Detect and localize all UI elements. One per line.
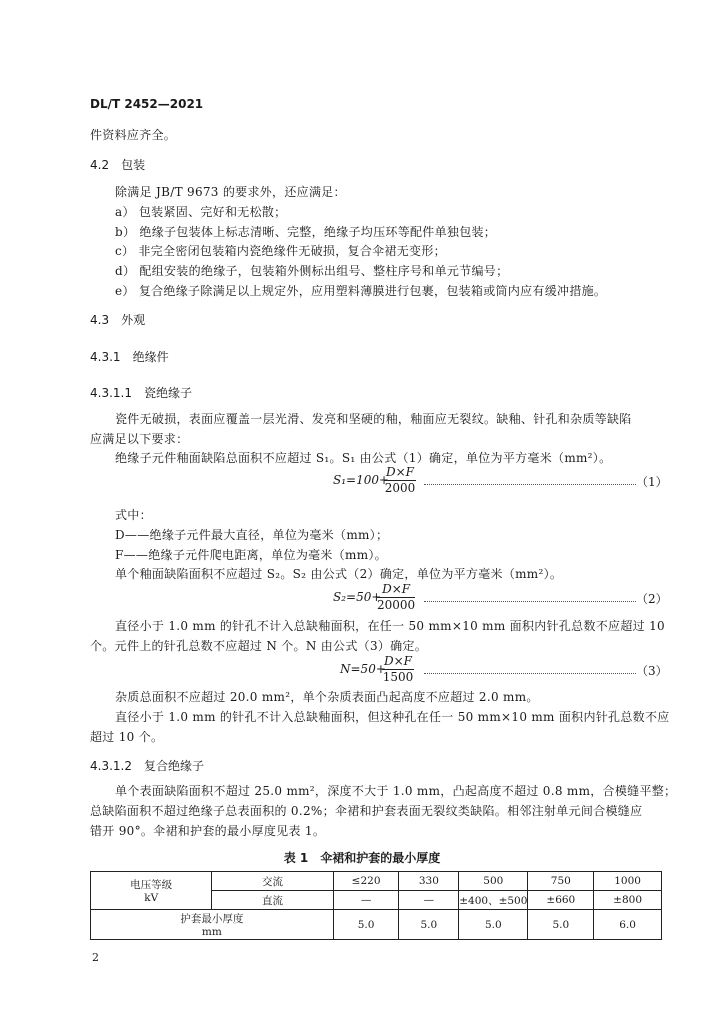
table-cell: 5.0 (399, 910, 459, 940)
table-title: 表 1 伞裙和护套的最小厚度 (283, 851, 441, 865)
ac-label-cell: 交流 (212, 872, 333, 891)
fraction-denominator: 20000 (377, 598, 416, 612)
page-number: 2 (92, 951, 99, 964)
dot-leader (424, 601, 636, 602)
thickness-table (90, 871, 662, 940)
list-item: a） 包装紧固、完好和无松散； (115, 205, 287, 219)
section-title: 包装 (121, 158, 146, 172)
paragraph-line: 瓷件无破损，表面应覆盖一层光滑、发亮和坚硬的釉，釉面应无裂纹。缺釉、针孔和杂质等缺陷 (115, 412, 632, 426)
paragraph-line: 单个表面缺陷面积不超过 25.0 mm²，深度不大于 1.0 mm，凸起高度不超过 0.8 mm，合模缝平整； (115, 784, 677, 798)
equation-3-lhs: N=50+ (340, 662, 386, 676)
list-item: d） 配组安装的绝缘子，包装箱外侧标出组号、整柱序号和单元节编号； (115, 264, 509, 278)
where-label: 式中： (115, 508, 152, 522)
fraction-numerator: D×F (382, 582, 411, 596)
fraction-numerator: D×F (384, 654, 413, 668)
section-number: 4.3.1.2 (90, 759, 132, 773)
section-4-2-intro: 除满足 JB/T 9673 的要求外，还应满足： (115, 185, 346, 199)
thickness-unit: mm (201, 926, 222, 938)
fraction-numerator: D×F (386, 465, 415, 479)
definition-d: D——绝缘子元件最大直径，单位为毫米（mm）； (115, 528, 389, 542)
list-item: e） 复合绝缘子除满足以上规定外，应用塑料薄膜进行包裹，包装箱或筒内应有缓冲措施。 (115, 284, 607, 298)
equation-1-number: （1） (636, 475, 668, 489)
thickness-label: 护套最小厚度 (180, 913, 244, 925)
table-row (91, 910, 662, 940)
voltage-header-cell (91, 872, 212, 910)
paragraph-line: 直径小于 1.0 mm 的针孔不计入总缺釉面积，在任一 50 mm×10 mm 面积内针孔总数不应超过 10 (115, 619, 665, 633)
paragraph-line: 个。元件上的针孔总数不应超过 N 个。N 由公式（3）确定。 (90, 639, 428, 653)
table-cell: ≤220 (333, 872, 399, 891)
table-cell: 750 (528, 872, 594, 891)
equation-3-number: （3） (636, 664, 668, 678)
paragraph-line: 应满足以下要求： (90, 432, 189, 446)
equation-2-lhs: S₂=50+ (333, 590, 382, 604)
list-item: c） 非完全密闭包装箱内瓷绝缘件无破损，复合伞裙无变形； (115, 244, 446, 258)
paragraph-line: 直径小于 1.0 mm 的针孔不计入总缺釉面积，但这种孔在任一 50 mm×10 mm 面积内针孔总数不应 (115, 710, 670, 724)
paragraph-line: 总缺陷面积不超过绝缘子总表面积的 0.2%；伞裙和护套表面无裂纹类缺陷。相邻注射单元间合模缝应 (90, 804, 643, 818)
section-title: 绝缘件 (132, 350, 169, 364)
dot-leader (424, 484, 636, 485)
table-cell: 5.0 (528, 910, 594, 940)
paragraph-line: 绝缘子元件釉面缺陷总面积不应超过 S₁。S₁ 由公式（1）确定，单位为平方毫米（mm²）。 (115, 451, 612, 465)
section-title: 瓷绝缘子 (144, 386, 193, 400)
table-cell: ±660 (528, 891, 594, 910)
fraction-denominator: 1500 (382, 670, 414, 684)
section-number: 4.3 (90, 313, 110, 327)
voltage-unit: kV (144, 892, 159, 904)
section-number: 4.2 (90, 158, 110, 172)
table-cell: ±400、±500 (459, 891, 528, 910)
section-4-3-heading (90, 311, 145, 328)
table-cell: ±800 (594, 891, 662, 910)
table-cell: 330 (399, 872, 459, 891)
section-4-3-1-1-heading (90, 384, 192, 401)
equation-3-fraction (382, 654, 414, 685)
paragraph-continuation: 件资料应齐全。 (90, 128, 177, 142)
table-row (91, 872, 662, 891)
equation-1-fraction (384, 465, 416, 496)
definition-f: F——绝缘子元件爬电距离，单位为毫米（mm）。 (115, 548, 387, 562)
section-number: 4.3.1 (90, 350, 121, 364)
section-4-2-heading (90, 156, 145, 173)
dot-leader (424, 673, 636, 674)
paragraph-line: 超过 10 个。 (90, 730, 164, 744)
section-4-3-1-2-heading (90, 757, 204, 774)
section-4-3-1-heading (90, 348, 169, 365)
paragraph-line: 单个釉面缺陷面积不应超过 S₂。S₂ 由公式（2）确定，单位为平方毫米（mm²）。 (115, 567, 563, 581)
standard-code: DL/T 2452—2021 (90, 97, 204, 111)
paragraph-line: 错开 90°。伞裙和护套的最小厚度见表 1。 (90, 824, 326, 838)
equation-2-number: （2） (636, 592, 668, 606)
table-cell: 5.0 (333, 910, 399, 940)
section-title: 外观 (121, 313, 146, 327)
list-item: b） 绝缘子包装体上标志清晰、完整，绝缘子均压环等配件单独包装； (115, 225, 497, 239)
equation-1-lhs: S₁=100+ (333, 473, 390, 487)
voltage-label: 电压等级 (130, 879, 173, 891)
fraction-denominator: 2000 (384, 481, 416, 495)
dc-label-cell: 直流 (212, 891, 333, 910)
section-number: 4.3.1.1 (90, 386, 132, 400)
equation-2-fraction (377, 582, 415, 613)
table-cell: 1000 (594, 872, 662, 891)
table-cell: — (399, 891, 459, 910)
table-cell: — (333, 891, 399, 910)
table-cell: 500 (459, 872, 528, 891)
paragraph-line: 杂质总面积不应超过 20.0 mm²，单个杂质表面凸起高度不应超过 2.0 mm。 (115, 690, 539, 704)
table-cell: 6.0 (594, 910, 662, 940)
thickness-header-cell (91, 910, 334, 940)
section-title: 复合绝缘子 (144, 759, 205, 773)
table-cell: 5.0 (459, 910, 528, 940)
